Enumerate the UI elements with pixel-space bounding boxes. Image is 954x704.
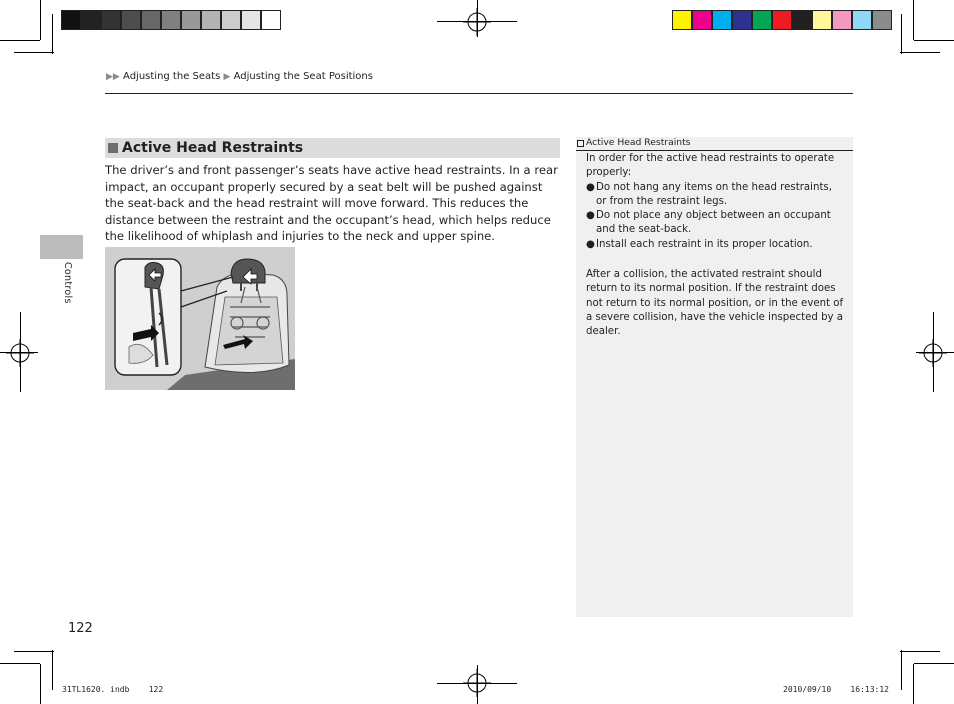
- color-swatch: [812, 10, 832, 30]
- color-swatch: [732, 10, 752, 30]
- registration-line: [477, 0, 478, 37]
- page-number: 122: [68, 621, 93, 636]
- color-swatch: [692, 10, 712, 30]
- gray-swatch: [141, 10, 161, 30]
- info-panel-title: Active Head Restraints: [586, 137, 691, 148]
- info-panel-divider: [576, 150, 853, 151]
- breadcrumb-item[interactable]: Adjusting the Seats: [123, 71, 221, 82]
- gray-swatch: [81, 10, 101, 30]
- registration-line: [477, 665, 478, 704]
- gray-swatch: [241, 10, 261, 30]
- gray-swatch: [61, 10, 81, 30]
- heading-square-icon: [108, 143, 118, 153]
- list-item-text: Do not place any object between an occupant and the seat-back.: [596, 210, 831, 236]
- gray-swatch: [261, 10, 281, 30]
- info-panel-body: [586, 152, 844, 340]
- gray-swatch: [201, 10, 221, 30]
- color-swatch: [872, 10, 892, 30]
- bullet-icon: ●: [586, 238, 595, 250]
- gray-swatch: [121, 10, 141, 30]
- list-item: [586, 181, 844, 210]
- info-intro: In order for the active head restraints to operate properly:: [586, 153, 835, 179]
- registration-line: [0, 352, 38, 353]
- registration-line: [916, 352, 954, 353]
- breadcrumb-arrow-icon: ▶: [223, 72, 231, 82]
- breadcrumb-item[interactable]: Adjusting the Seat Positions: [233, 71, 373, 82]
- section-heading: Active Head Restraints: [122, 140, 304, 156]
- chapter-tab: [40, 235, 83, 259]
- color-swatch: [712, 10, 732, 30]
- chapter-tab-label: Controls: [62, 262, 73, 304]
- color-swatch: [832, 10, 852, 30]
- info-note: After a collision, the activated restraint should return to its normal position. If the restraint does not return to its normal position, or in the event of a severe collision, have the vehicle inspected by a dealer.: [586, 269, 844, 338]
- breadcrumb-arrow-icon: ▶: [106, 72, 113, 82]
- color-swatch: [752, 10, 772, 30]
- section-heading-bar: [105, 138, 560, 158]
- color-swatch: [772, 10, 792, 30]
- breadcrumb-arrow-icon: ▶: [112, 72, 120, 82]
- gray-swatch: [161, 10, 181, 30]
- gray-swatch: [181, 10, 201, 30]
- section-body-text: The driver’s and front passenger’s seats have active head restraints. In a rear impact, an occupant properly secured by a seat belt will be pushed against the seat-back and the head restraint will move forward. This reduces the distance between the restraint and the occupant’s head, which helps reduce the likelihood of whiplash and injuries to the neck and upper spine.: [105, 163, 558, 244]
- reference-box-icon: [577, 140, 584, 147]
- gray-swatch: [221, 10, 241, 30]
- bullet-icon: ●: [586, 210, 595, 222]
- color-swatch: [672, 10, 692, 30]
- bullet-icon: ●: [586, 181, 595, 193]
- list-item: [586, 238, 844, 252]
- active-head-restraint-illustration: [105, 247, 295, 390]
- color-swatch: [792, 10, 812, 30]
- list-item-text: Do not hang any items on the head restraints, or from the restraint legs.: [596, 181, 832, 207]
- list-item: [586, 209, 844, 238]
- footer-file-info: 31TL1620. indb 122: [62, 685, 164, 694]
- header-divider: [105, 93, 853, 94]
- breadcrumb: [106, 71, 373, 82]
- list-item-text: Install each restraint in its proper location.: [596, 238, 813, 250]
- gray-swatch: [101, 10, 121, 30]
- footer-timestamp: 2010/09/10 16:13:12: [783, 685, 889, 694]
- color-swatch: [852, 10, 872, 30]
